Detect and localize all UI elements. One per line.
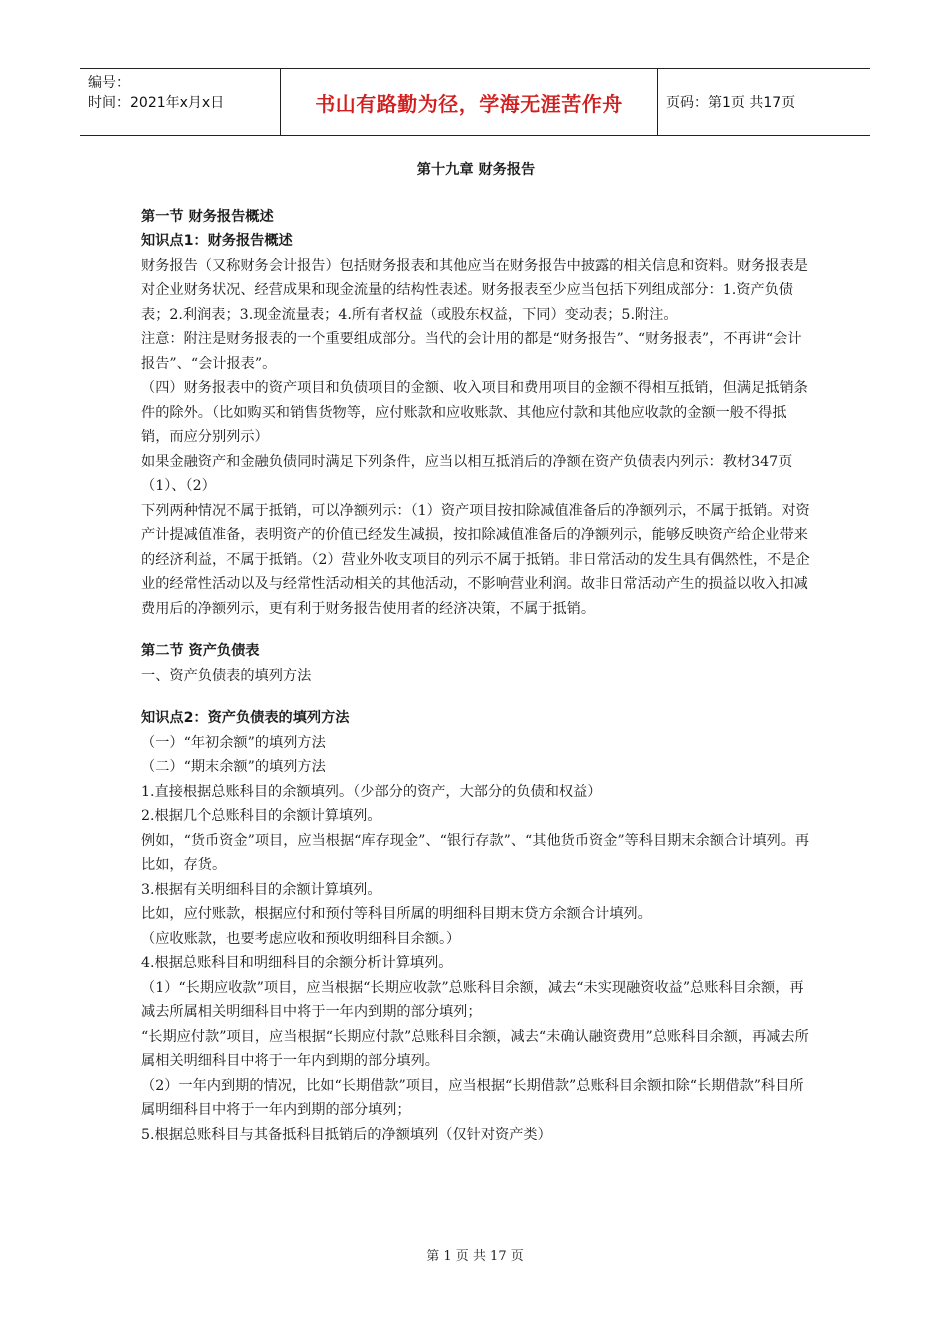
body-paragraph: 3.根据有关明细科目的余额计算填列。 xyxy=(141,881,382,898)
section-heading: 第二节 资产负债表 xyxy=(141,643,260,659)
page-header xyxy=(80,68,870,136)
header-time-label: 时间：2021年x月x日 xyxy=(88,95,225,111)
body-paragraph: （二）“期末余额”的填列方法 xyxy=(141,759,326,775)
body-paragraph: 下列两种情况不属于抵销，可以净额列示：（1）资产项目按扣除减值准备后的净额列示，不属于抵销。对资产计提减值准备，表明资产的价值已经发生减损，按扣除减值准备后的净额列示，能够反映资产给企业带来的经济利益，不属于抵销。（2）营业外收支项目的列示不属于抵销。非日常活动的发生具有偶然性，不是企业的经常性活动以及与经常性活动相关的其他活动，不影响营业利润。故非日常活动产生的损益以收入扣减费用后的净额列示，更有利于财务报告使用者的经济决策，不属于抵销。 xyxy=(141,502,810,617)
body-paragraph: （应收账款，也要考虑应收和预收明细科目余额。） xyxy=(141,930,461,947)
body-paragraph: （1）“长期应收款”项目，应当根据“长期应收款”总账科目余额，减去“未实现融资收益”总账科目余额，再减去所属相关明细科目中将于一年内到期的部分填列； xyxy=(141,979,804,1020)
body-paragraph: 一、资产负债表的填列方法 xyxy=(141,667,312,684)
body-paragraph: 2.根据几个总账科目的余额计算填列。 xyxy=(141,808,382,824)
body-paragraph: 4.根据总账科目和明细科目的余额分析计算填列。 xyxy=(141,955,453,971)
body-paragraph: 比如，应付账款，根据应付和预付等科目所属的明细科目期末贷方余额合计填列。 xyxy=(141,906,652,922)
header-number-label: 编号： xyxy=(88,75,130,91)
body-paragraph: （一）“年初余额”的填列方法 xyxy=(141,734,326,751)
body-paragraph: 财务报告（又称财务会计报告）包括财务报表和其他应当在财务报告中披露的相关信息和资料。财务报表是对企业财务状况、经营成果和现金流量的结构性表述。财务报表至少应当包括下列组成部分：1.资产负债表；2.利润表；3.现金流量表；4.所有者权益（或股东权益，下同）变动表；5.附注。 xyxy=(141,257,808,323)
document-body xyxy=(141,158,811,1147)
body-paragraph: 注意：附注是财务报表的一个重要组成部分。当代的会计用的都是“财务报告”、“财务报表”，不再讲“会计报告”、“会计报表”。 xyxy=(141,331,802,372)
page-footer xyxy=(0,1245,950,1264)
header-meta xyxy=(88,73,224,113)
section-heading: 第一节 财务报告概述 xyxy=(141,208,274,225)
body-paragraph: （四）财务报表中的资产项目和负债项目的金额、收入项目和费用项目的金额不得相互抵销，但满足抵销条件的除外。（比如购买和销售货物等，应付账款和应收账款、其他应付款和其他应收款的金额一般不得抵销，而应分别列示） xyxy=(141,380,808,445)
chapter-title: 第十九章 财务报告 xyxy=(416,162,536,178)
header-page-label: 页码：第1页 共17页 xyxy=(666,95,796,111)
header-motto: 书山有路勤为径，学海无涯苦作舟 xyxy=(315,91,623,116)
body-paragraph: （2）一年内到期的情况，比如“长期借款”项目，应当根据“长期借款”总账科目余额扣除“长期借款”科目所属明细科目中将于一年内到期的部分填列； xyxy=(141,1077,804,1118)
body-paragraph: 如果金融资产和金融负债同时满足下列条件，应当以相互抵消后的净额在资产负债表内列示：教材347页（1）、（2） xyxy=(141,453,793,494)
body-paragraph: “长期应付款”项目，应当根据“长期应付款”总账科目余额，减去“未确认融资费用”总账科目余额，再减去所属相关明细科目中将于一年内到期的部分填列。 xyxy=(141,1028,809,1069)
knowledge-point-heading: 知识点2：资产负债表的填列方法 xyxy=(141,710,350,726)
body-paragraph: 例如，“货币资金”项目，应当根据“库存现金”、“银行存款”、“其他货币资金”等科目期末余额合计填列。再比如，存货。 xyxy=(141,832,810,873)
knowledge-point-heading: 知识点1：财务报告概述 xyxy=(141,233,293,249)
header-motto-cell xyxy=(280,69,658,135)
header-page-cell xyxy=(666,69,795,135)
body-paragraph: 5.根据总账科目与其备抵科目抵销后的净额填列（仅针对资产类） xyxy=(141,1126,552,1143)
footer-page-number: 第 1 页 共 17 页 xyxy=(426,1249,524,1264)
body-paragraph: 1.直接根据总账科目的余额填列。（少部分的资产，大部分的负债和权益） xyxy=(141,783,602,800)
